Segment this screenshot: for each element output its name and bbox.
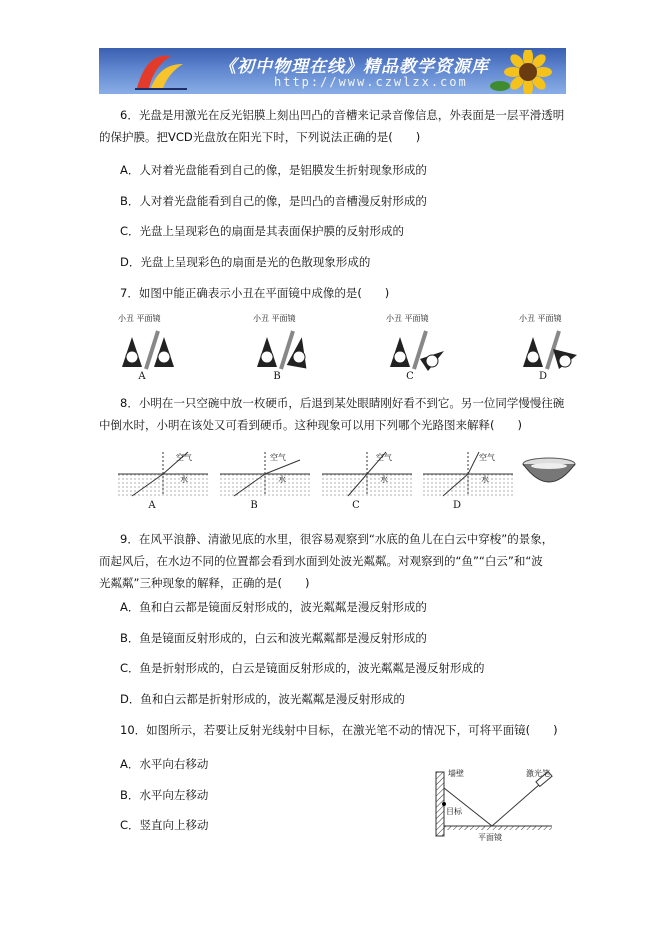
q8-figure-a	[118, 450, 208, 516]
q8-stem-line2: 中倒水时，小明在该处又可看到硬币。这种现象可以用下列哪个光路图来解释( )	[99, 418, 522, 432]
refraction-b-icon	[220, 450, 310, 500]
q6-option-b: B．人对着光盘能看到自己的像，是凹凸的音槽漫反射形成的	[120, 194, 427, 208]
q8-c-air-label: 空气	[376, 453, 392, 462]
q7-label-d: D	[538, 371, 548, 382]
q8-figure-d	[423, 450, 513, 516]
q6-stem-line1: 6．光盘是用激光在反光铝膜上刻出凹凸的音槽来记录音像信息，外表面是一层平滑透明	[120, 108, 565, 122]
bowl-icon	[521, 456, 577, 496]
q7-label-a: A	[138, 371, 146, 382]
refraction-a-icon	[118, 450, 208, 500]
q8-c-water-label: 水	[380, 475, 388, 484]
q7-figure-a	[118, 313, 178, 385]
clown-mirror-d-icon	[519, 323, 579, 373]
q8-d-air-label: 空气	[479, 453, 495, 462]
q8-a-water-label: 水	[180, 475, 188, 484]
banner-url: http://www.czwlzx.com	[274, 75, 468, 89]
q10-stem: 10．如图所示，若要让反射光线射中目标，在激光笔不动的情况下，可将平面镜( )	[120, 723, 558, 737]
q10-option-c: C．竖直向上移动	[120, 818, 209, 832]
q8-label-a: A	[148, 500, 156, 511]
q7-figure-a-caption: 小丑 平面镜	[118, 314, 161, 323]
q7-label-b: B	[273, 371, 281, 382]
q10-wall-label: 墙壁	[448, 769, 464, 778]
q7-figure-d	[519, 313, 579, 385]
q10-option-a: A．水平向右移动	[120, 757, 209, 771]
q9-stem-line2: 而起风后，在水边不同的位置都会看到水面到处波光粼粼。对观察到的“鱼”“白云”和“波	[99, 554, 543, 568]
q7-figure-c	[386, 313, 446, 385]
q7-figure-c-caption: 小丑 平面镜	[386, 314, 429, 323]
refraction-d-icon	[423, 450, 513, 500]
q9-option-c: C．鱼是折射形成的，白云是镜面反射形成的，波光粼粼是漫反射形成的	[120, 661, 485, 675]
banner-title: 《初中物理在线》精品教学资源库	[219, 57, 489, 77]
refraction-c-icon	[322, 450, 412, 500]
q8-stem-line1: 8．小明在一只空碗中放一枚硬币，后退到某处眼睛刚好看不到它。另一位同学慢慢往碗	[120, 396, 565, 410]
clown-mirror-a-icon	[118, 323, 178, 373]
q7-figure-b	[253, 313, 313, 385]
q10-figure	[432, 766, 562, 844]
q6-option-c: C．光盘上呈现彩色的扇面是其表面保护膜的反射形成的	[120, 224, 405, 238]
q6-option-d: D．光盘上呈现彩色的扇面是光的色散现象形成的	[120, 255, 371, 269]
clown-mirror-b-icon	[253, 323, 313, 373]
q8-label-c: C	[352, 500, 360, 511]
q8-figure-c	[322, 450, 412, 516]
site-logo-icon	[131, 50, 191, 92]
header-banner	[99, 48, 566, 94]
q10-option-b: B．水平向左移动	[120, 788, 209, 802]
q8-b-water-label: 水	[278, 475, 286, 484]
q9-stem-line3: 光粼粼”三种现象的解释，正确的是( )	[99, 576, 310, 590]
q8-figure-b	[220, 450, 310, 516]
q8-label-d: D	[452, 500, 462, 511]
q6-stem-line2: 的保护膜。把VCD光盘放在阳光下时，下列说法正确的是( )	[99, 130, 421, 144]
q7-label-c: C	[406, 371, 414, 382]
q10-laser-label: 激光笔	[526, 769, 550, 778]
clown-mirror-c-icon	[386, 323, 446, 373]
q7-figure-b-caption: 小丑 平面镜	[253, 314, 296, 323]
q7-figure-d-caption: 小丑 平面镜	[519, 314, 562, 323]
q9-option-d: D．鱼和白云都是折射形成的，波光粼粼是漫反射形成的	[120, 692, 405, 706]
q10-mirror-label: 平面镜	[478, 833, 502, 842]
q10-target-label: 目标	[446, 807, 462, 816]
q9-stem-line1: 9．在风平浪静、清澈见底的水里，很容易观察到“水底的鱼儿在白云中穿梭”的景象，	[120, 532, 554, 546]
q8-d-water-label: 水	[481, 475, 489, 484]
q9-option-b: B．鱼是镜面反射形成的，白云和波光粼粼都是漫反射形成的	[120, 631, 427, 645]
q7-stem: 7．如图中能正确表示小丑在平面镜中成像的是( )	[120, 286, 390, 300]
q8-b-air-label: 空气	[270, 453, 286, 462]
q9-option-a: A．鱼和白云都是镜面反射形成的，波光粼粼是漫反射形成的	[120, 600, 427, 614]
q6-option-a: A．人对着光盘能看到自己的像，是铝膜发生折射现象形成的	[120, 163, 427, 177]
sunflower-icon	[490, 50, 560, 94]
q8-label-b: B	[250, 500, 258, 511]
q8-a-air-label: 空气	[176, 453, 192, 462]
